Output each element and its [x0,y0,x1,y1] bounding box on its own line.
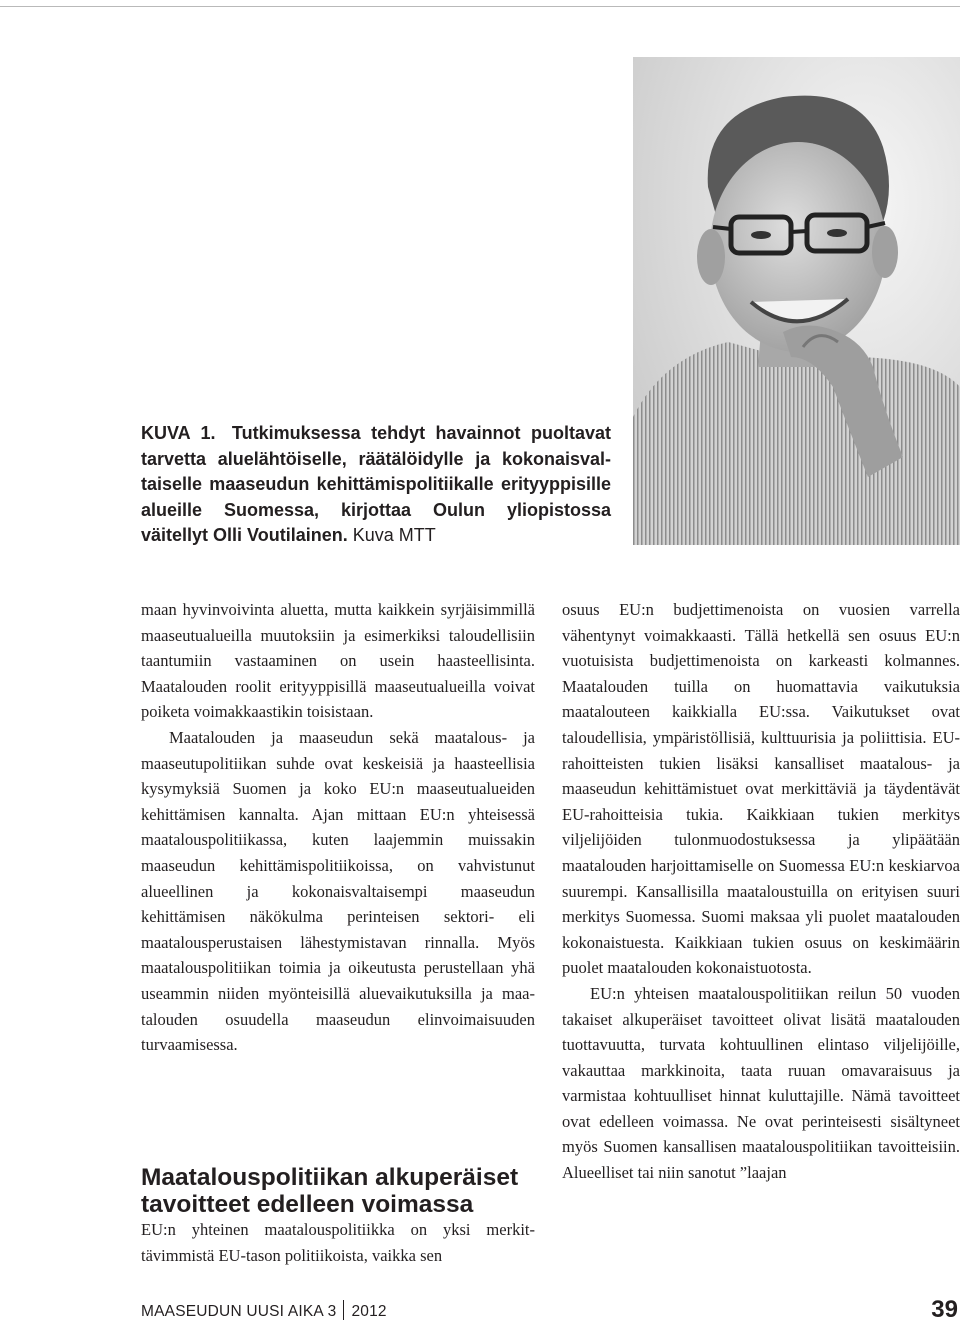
footer [141,1300,387,1321]
left-paragraph-2: Maatalouden ja maaseudun sekä maatalous- ja maaseutupolitiikan suhde ovat keskeisiä ja haasteellisia kysymyksiä Suomen ja koko EU:n maaseutualueiden kehittämisen kannalta. Ajan mittaan EU:n yhteisessä maatalouspolitiikassa, kuten laajemmin muissakin maaseudun kehittämispolitiikoissa, on vahvistunut alueellinen ja kokonaisvaltaisempi maaseudun kehittämisen näkökulma perinteisen sektori- eli maatalousperustaisen lähestymistavan rinnalla. Myös maatalouspolitiikan toimia ja oikeutusta perustellaan yhä useammin niiden myönteisillä aluevaikutuksilla ja maatalouden osuudella maaseudun elinvoimaisuuden turvaamisessa. [141,727,535,1055]
caption-credit: Kuva MTT [352,525,436,545]
left-paragraph-1: maan hyvinvoivinta aluetta, mutta kaikkein syrjäisimmillä maaseutualueilla muutoksiin ja esimerkiksi taloudellisiin taantumiin vastaaminen on usein haasteellisinta. Maatalouden roolit erityyppisillä maaseutualueilla voivat poiketa voimakkaastikin toisistaan. [141,600,535,722]
right-paragraph-1: osuus EU:n budjettimenoista on vuosien varrella vähentynyt voimakkaasti. Tällä hetkellä sen osuus EU:n vuotuisista budjettimenoista on karkeasti kolmannes. Maatalouden tuilla on huomattavia vaikutuksia maatalouteen kaikkialla EU:ssa. Vaikutukset ovat taloudellisia, ympäristöllisiä, kulttuurisia ja poliittisia. EU-rahoitteisten tukien lisäksi kansalliset maatalous- ja maaseudun kehittämistuet ovat merkittäviä ja täydentävät EU-rahoitteisia tukia. Kaikkiaan tukien merkitys viljelijöiden tulonmuodostuksessa ja ylipäätään maatalouden harjoittamiselle on Suomessa EU:n keskiarvoa suurempi. Kansallisilla maataloustuilla on erityisen suuri merkitys Suomessa. Suomi maksaa yli puolet maatalouden kokonaistuesta. Kaikkiaan tukien osuus on keskimäärin puolet maatalouden kokonaistuotosta. [562,600,960,978]
footer-separator [343,1300,344,1320]
portrait-photo [633,57,960,545]
left-column-after-heading [141,1217,535,1268]
issue-year: 2012 [351,1303,387,1320]
caption-lead: KUVA 1. [141,423,216,443]
page-number: 39 [931,1296,958,1323]
photo-caption [141,421,611,549]
right-paragraph-2: EU:n yhteisen maatalouspolitiikan reilun 50 vuoden takaiset alkuperäiset tavoitteet olivat lisätä maatalouden tuottavuutta, turvata kohtuullinen elintaso viljelijöille, vakauttaa markkinoita, taata ruuan omavaraisuus ja varmistaa kohtuulliset hinnat kuluttajille. Nämä tavoitteet ovat edelleen voimassa. Ne ovat perinteisesti sisältyneet myös Suomen kansallisen maatalouspolitiikan tavoitteisiin. Alueelliset tai niin sanotut ”laajan [562,983,960,1183]
publication-name: MAASEUDUN UUSI AIKA [141,1303,324,1320]
issue-number: 3 [327,1303,337,1320]
top-rule [0,6,960,7]
left-column [141,597,535,1058]
right-column [562,597,960,1186]
left-paragraph-3: EU:n yhteinen maatalouspolitiikka on yksi merkittävimmistä EU-tason politiikoista, vaikka sen [141,1220,535,1265]
caption-text: Tutkimuksessa tehdyt havainnot puoltavat tarvetta aluelähtöiselle, räätälöidylle ja kokonaisvaltaiselle maaseudun kehittämispolitiikalle erityyppisille alueille Suomessa, kirjottaa Oulun yliopistossa väitellyt Olli Voutilainen. [141,423,611,545]
section-heading: Maatalouspolitiikan alkuperäiset tavoitteet edelleen voimassa [141,1164,519,1219]
